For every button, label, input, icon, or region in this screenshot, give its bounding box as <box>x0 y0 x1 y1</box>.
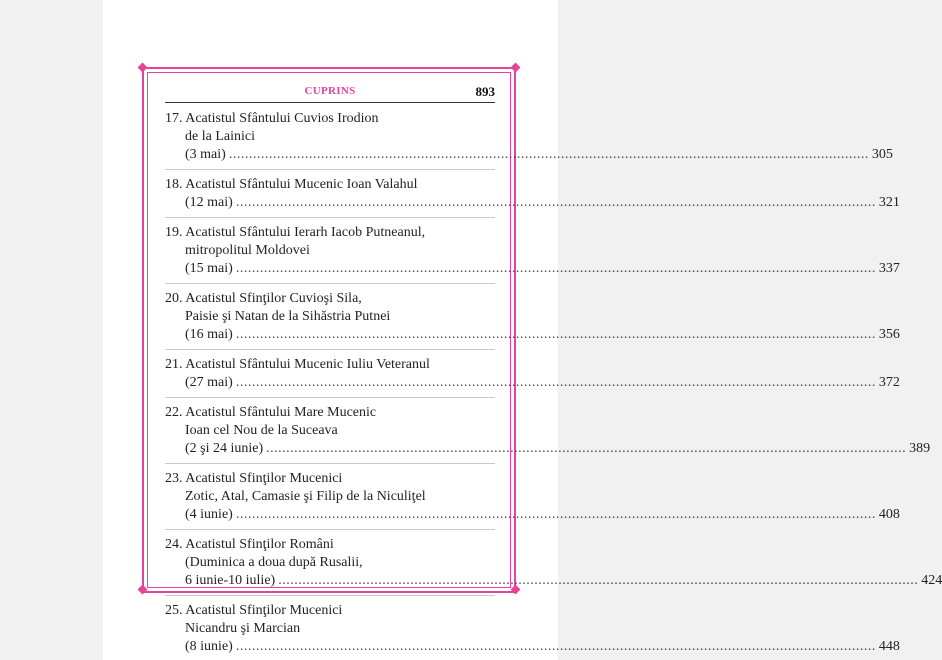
entry-title-continued: Ioan cel Nou de la Suceava <box>185 423 338 438</box>
entry-title: 21. Acatistul Sfântului Mucenic Iuliu Veteranul <box>165 357 430 372</box>
entry-date: (8 iunie) <box>185 639 233 654</box>
entry-title-continued: Nicandru şi Marcian <box>185 621 301 636</box>
entry-reference-line <box>165 440 931 458</box>
entry-page-number: 305 <box>871 147 893 162</box>
toc-entry[interactable] <box>165 290 900 344</box>
section-title: CUPRINS <box>304 85 356 97</box>
dot-leader: ................................................................................................................................................................ <box>278 573 919 588</box>
dot-leader: ................................................................................................................................................................ <box>235 639 876 654</box>
entry-reference-line <box>165 638 900 656</box>
entry-separator <box>165 529 495 530</box>
entry-reference-line <box>165 572 942 590</box>
toc-entry[interactable] <box>165 536 942 590</box>
entry-separator <box>165 283 495 284</box>
entry-date: (4 iunie) <box>185 507 233 522</box>
entry-reference-line <box>165 260 900 278</box>
entry-separator <box>165 463 495 464</box>
entry-page-number: 424 <box>921 573 942 588</box>
entry-date: (3 mai) <box>185 147 226 162</box>
entry-title-continued: Zotic, Atal, Camasie şi Filip de la Niculiţel <box>185 489 426 504</box>
entry-reference-line <box>165 506 900 524</box>
dot-leader: ................................................................................................................................................................ <box>235 195 876 210</box>
entry-page-number: 372 <box>878 375 900 390</box>
entry-page-number: 356 <box>878 327 900 342</box>
entry-date: (15 mai) <box>185 261 233 276</box>
dot-leader: ................................................................................................................................................................ <box>235 261 876 276</box>
table-of-contents <box>165 110 942 656</box>
toc-entry[interactable] <box>165 110 893 164</box>
dot-leader: ................................................................................................................................................................ <box>228 147 869 162</box>
entry-reference-line <box>165 194 900 212</box>
entry-separator <box>165 217 495 218</box>
entry-page-number: 389 <box>909 441 931 456</box>
entry-date: (2 şi 24 iunie) <box>185 441 264 456</box>
entry-title-continued: de la Lainici <box>185 129 255 144</box>
entry-separator <box>165 349 495 350</box>
entry-title-continued: Paisie şi Natan de la Sihăstria Putnei <box>185 309 391 324</box>
toc-entry[interactable] <box>165 470 900 524</box>
toc-entry[interactable] <box>165 224 900 278</box>
entry-date: (12 mai) <box>185 195 233 210</box>
toc-entry[interactable] <box>165 404 931 458</box>
entry-page-number: 408 <box>878 507 900 522</box>
page-number: 893 <box>475 84 495 99</box>
entry-title: 23. Acatistul Sfinţilor Mucenici <box>165 471 343 486</box>
entry-title: 20. Acatistul Sfinţilor Cuvioşi Sila, <box>165 291 362 306</box>
header-rule <box>165 102 495 103</box>
entry-reference-line <box>165 326 900 344</box>
dot-leader: ................................................................................................................................................................ <box>235 327 876 342</box>
entry-page-number: 337 <box>878 261 900 276</box>
entry-page-number: 321 <box>878 195 900 210</box>
entry-reference-line <box>165 374 900 392</box>
entry-title-continued: mitropolitul Moldovei <box>185 243 310 258</box>
entry-reference-line <box>165 146 893 164</box>
dot-leader: ................................................................................................................................................................ <box>266 441 907 456</box>
dot-leader: ................................................................................................................................................................ <box>235 507 876 522</box>
entry-title: 18. Acatistul Sfântului Mucenic Ioan Valahul <box>165 177 418 192</box>
toc-entry[interactable] <box>165 602 900 656</box>
dot-leader: ................................................................................................................................................................ <box>235 375 876 390</box>
entry-date: (16 mai) <box>185 327 233 342</box>
entry-date: (27 mai) <box>185 375 233 390</box>
entry-title: 17. Acatistul Sfântului Cuvios Irodion <box>165 111 379 126</box>
entry-title: 22. Acatistul Sfântului Mare Mucenic <box>165 405 377 420</box>
entry-page-number: 448 <box>878 639 900 654</box>
entry-title: 19. Acatistul Sfântului Ierarh Iacob Putneanul, <box>165 225 426 240</box>
entry-title: 24. Acatistul Sfinţilor Români <box>165 537 334 552</box>
entry-separator <box>165 595 495 596</box>
toc-entry[interactable] <box>165 176 900 212</box>
entry-separator <box>165 397 495 398</box>
entry-separator <box>165 169 495 170</box>
toc-entry[interactable] <box>165 356 900 392</box>
entry-date: 6 iunie-10 iulie) <box>185 573 276 588</box>
entry-title: 25. Acatistul Sfinţilor Mucenici <box>165 603 343 618</box>
entry-title-continued: (Duminica a doua după Rusalii, <box>185 555 363 570</box>
